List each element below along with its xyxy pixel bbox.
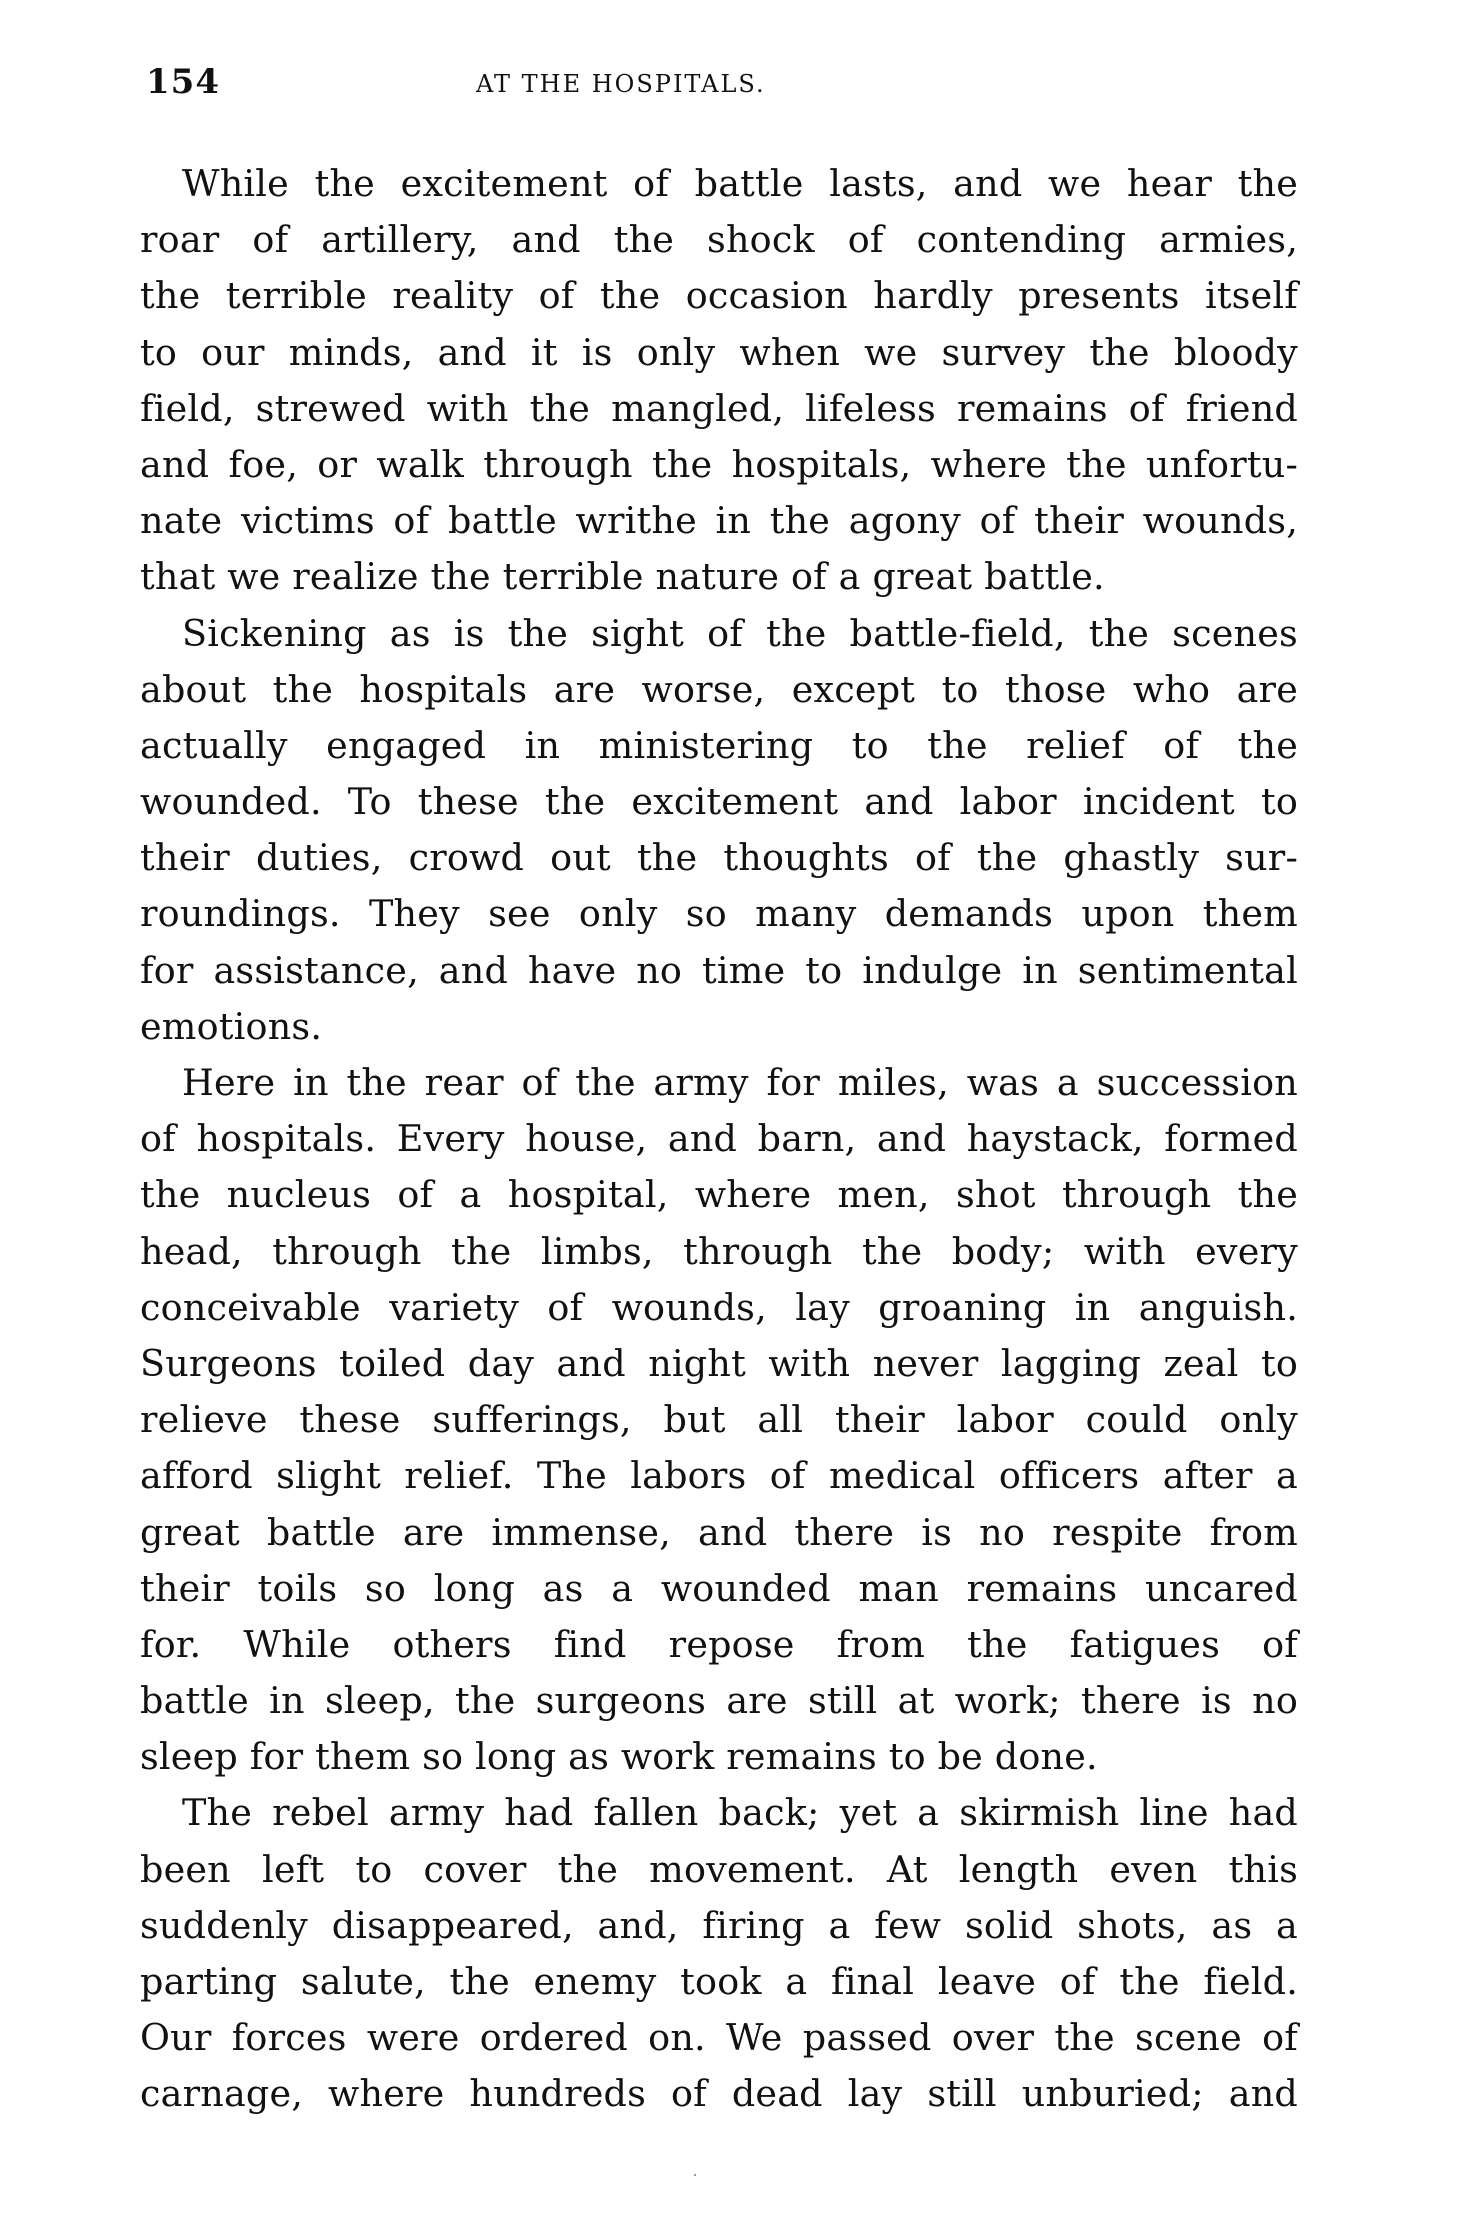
text-line: Our forces were ordered on. We passed over the scene of: [140, 2016, 1298, 2060]
text-line: the terrible reality of the occasion hardly presents itself: [140, 274, 1298, 318]
text-line: great battle are immense, and there is no respite from: [140, 1510, 1298, 1554]
paragraph: [140, 1055, 1298, 1785]
body-text: [140, 156, 1298, 2123]
text-line: head, through the limbs, through the body; with every: [140, 1229, 1298, 1273]
running-head: [146, 62, 1296, 110]
text-line: roar of artillery, and the shock of contending armies,: [140, 218, 1298, 262]
text-line: relieve these sufferings, but all their labor could only: [140, 1398, 1298, 1442]
text-line: to our minds, and it is only when we survey the bloody: [140, 330, 1298, 374]
text-line: Surgeons toiled day and night with never lagging zeal to: [140, 1341, 1298, 1385]
text-line: afford slight relief. The labors of medical officers after a: [140, 1454, 1298, 1498]
running-title: AT THE HOSPITALS.: [476, 70, 766, 98]
paragraph: [140, 1785, 1298, 2122]
text-line: their duties, crowd out the thoughts of the ghastly sur-: [140, 836, 1298, 880]
scan-speck: [694, 2174, 696, 2176]
text-line: field, strewed with the mangled, lifeless remains of friend: [140, 386, 1298, 430]
text-line: wounded. To these the excitement and labor incident to: [140, 780, 1298, 824]
text-line: that we realize the terrible nature of a great battle.: [140, 555, 1105, 599]
text-line: carnage, where hundreds of dead lay still unburied; and: [140, 2072, 1298, 2116]
text-line: actually engaged in ministering to the relief of the: [140, 723, 1298, 767]
text-line: of hospitals. Every house, and barn, and haystack, formed: [140, 1117, 1298, 1161]
text-line: and foe, or walk through the hospitals, where the unfortu-: [140, 442, 1298, 486]
text-line: Sickening as is the sight of the battle-field, the scenes: [182, 611, 1298, 655]
text-line: parting salute, the enemy took a final leave of the field.: [140, 1960, 1298, 2003]
text-line: for. While others find repose from the fatigues of: [140, 1622, 1298, 1666]
text-line: been left to cover the movement. At length even this: [140, 1847, 1298, 1891]
text-line: battle in sleep, the surgeons are still at work; there is no: [140, 1679, 1298, 1723]
text-line: sleep for them so long as work remains to be done.: [140, 1735, 1098, 1779]
text-line: their toils so long as a wounded man remains uncared: [140, 1566, 1298, 1610]
text-line: While the excitement of battle lasts, and we hear the: [182, 162, 1298, 205]
text-line: roundings. They see only so many demands upon them: [140, 892, 1298, 936]
text-line: Here in the rear of the army for miles, was a succession: [182, 1061, 1298, 1104]
text-line: about the hospitals are worse, except to those who are: [140, 667, 1298, 711]
text-line: suddenly disappeared, and, firing a few solid shots, as a: [140, 1903, 1298, 1947]
text-line: The rebel army had fallen back; yet a skirmish line had: [182, 1791, 1298, 1835]
text-line: for assistance, and have no time to indulge in sentimental: [140, 948, 1298, 992]
paragraph: [140, 606, 1298, 1056]
page-number: 154: [146, 62, 220, 102]
text-line: nate victims of battle writhe in the agony of their wounds,: [140, 499, 1298, 543]
text-line: conceivable variety of wounds, lay groaning in anguish.: [140, 1285, 1298, 1329]
text-line: the nucleus of a hospital, where men, shot through the: [140, 1173, 1298, 1217]
text-line: emotions.: [140, 1004, 323, 1048]
paragraph: [140, 156, 1298, 606]
